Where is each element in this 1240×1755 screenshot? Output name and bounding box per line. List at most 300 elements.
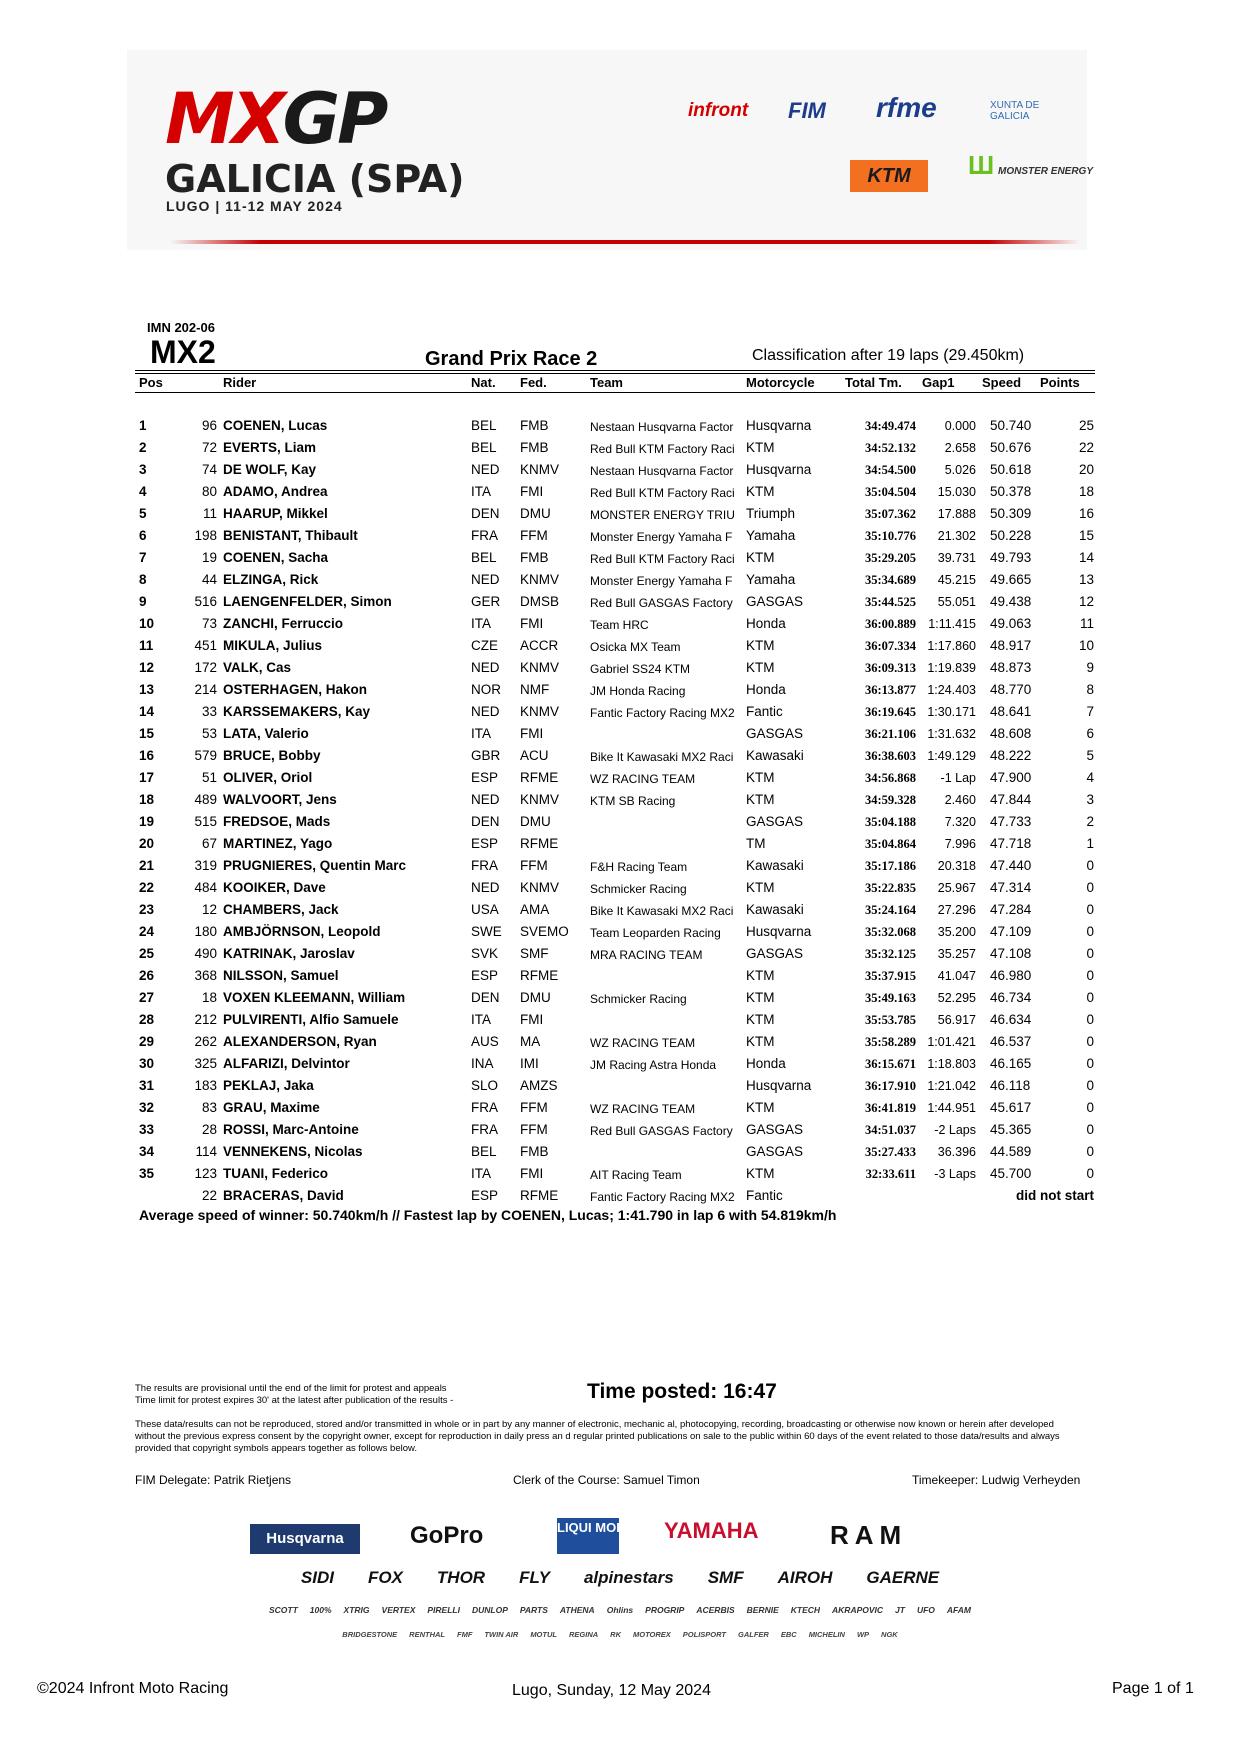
row-speed: 46.537	[990, 1034, 1032, 1049]
row-number: 368	[194, 968, 217, 983]
row-team: Fantic Factory Racing MX2	[590, 706, 735, 720]
row-gap: 55.051	[937, 595, 976, 609]
row-total-time: 36:21.106	[864, 727, 916, 741]
sponsor-logo: DUNLOP	[471, 1605, 508, 1615]
row-motorcycle: TM	[746, 836, 766, 851]
row-total-time: 35:49.163	[864, 991, 916, 1005]
table-row	[0, 660, 1240, 682]
row-number: 319	[194, 858, 217, 873]
table-row	[0, 418, 1240, 440]
row-gap: 25.967	[937, 881, 976, 895]
row-fed: KNMV	[520, 660, 560, 675]
row-points: 0	[1086, 1122, 1094, 1137]
sponsor-logo: KTECH	[790, 1605, 821, 1615]
row-pos: 29	[139, 1034, 155, 1049]
row-motorcycle: KTM	[746, 638, 775, 653]
row-nat: NOR	[471, 682, 501, 697]
provisional-line-1: The results are provisional until the end of the limit for protest and appeals	[135, 1383, 447, 1394]
col-rider: Rider	[223, 375, 257, 390]
row-total-time: 35:58.289	[864, 1035, 916, 1049]
row-pos: 18	[139, 792, 155, 807]
row-speed: 46.634	[990, 1012, 1032, 1027]
row-fed: FMI	[520, 1012, 544, 1027]
row-team: Team Leoparden Racing	[590, 926, 721, 940]
row-speed: 47.440	[990, 858, 1032, 873]
row-motorcycle: KTM	[746, 440, 775, 455]
table-row	[0, 880, 1240, 902]
row-nat: DEN	[471, 990, 500, 1005]
row-points: 0	[1086, 968, 1094, 983]
row-nat: ITA	[471, 1012, 491, 1027]
row-fed: SVEMO	[520, 924, 569, 939]
row-number: 22	[201, 1188, 217, 1203]
row-fed: FFM	[520, 1122, 548, 1137]
row-points: 13	[1078, 572, 1094, 587]
row-gap: 27.296	[937, 903, 976, 917]
row-pos: 8	[139, 572, 147, 587]
row-pos: 1	[139, 418, 147, 433]
row-speed: 50.228	[990, 528, 1032, 543]
sponsor-logo: ACERBIS	[696, 1605, 735, 1615]
row-motorcycle: KTM	[746, 968, 775, 983]
provisional-line-2: Time limit for protest expires 30' at the latest after publication of the results -	[135, 1395, 454, 1406]
row-motorcycle: KTM	[746, 484, 775, 499]
row-gap: 2.658	[944, 441, 976, 455]
row-points: 0	[1086, 880, 1094, 895]
row-pos: 4	[139, 484, 147, 499]
row-motorcycle: Husqvarna	[746, 1078, 812, 1093]
sponsor-row-4	[0, 1630, 1240, 1646]
row-gap: 56.917	[937, 1013, 976, 1027]
row-speed: 47.284	[990, 902, 1032, 917]
sponsor-logo: Ohlins	[606, 1605, 634, 1615]
row-number: 72	[201, 440, 217, 455]
row-fed: ACU	[520, 748, 549, 763]
sponsor-logo: AIROH	[777, 1568, 833, 1587]
row-points: 4	[1086, 770, 1094, 785]
row-motorcycle: GASGAS	[746, 946, 804, 961]
sponsor-logo: FMF	[457, 1630, 473, 1639]
row-team: Osicka MX Team	[590, 640, 681, 654]
sponsor-logo: BRIDGESTONE	[342, 1630, 398, 1639]
row-gap: 35.200	[937, 925, 976, 939]
row-rider: VALK, Cas	[223, 660, 292, 675]
row-motorcycle: Kawasaki	[746, 748, 804, 763]
row-team: Red Bull GASGAS Factory	[590, 1124, 733, 1138]
row-total-time: 35:17.186	[864, 859, 916, 873]
row-rider: PULVIRENTI, Alfio Samuele	[223, 1012, 399, 1027]
row-nat: NED	[471, 792, 500, 807]
row-fed: RFME	[520, 1188, 559, 1203]
row-number: 515	[194, 814, 217, 829]
row-points: 0	[1086, 1034, 1094, 1049]
row-points: 8	[1086, 682, 1094, 697]
row-pos: 20	[139, 836, 155, 851]
provisional-note	[135, 1383, 555, 1407]
row-rider: BENISTANT, Thibault	[223, 528, 358, 543]
row-number: 183	[194, 1078, 217, 1093]
row-team: Monster Energy Yamaha F	[590, 530, 733, 544]
sponsor-logo: SCOTT	[268, 1605, 298, 1615]
sponsor-logo: alpinestars	[583, 1568, 674, 1587]
row-number: 489	[194, 792, 217, 807]
row-nat: DEN	[471, 506, 500, 521]
col-team: Team	[590, 375, 623, 390]
table-row	[0, 924, 1240, 946]
row-rider: ELZINGA, Rick	[223, 572, 319, 587]
row-team: Red Bull KTM Factory Raci	[590, 486, 735, 500]
row-number: 28	[201, 1122, 217, 1137]
sponsor-logo: JT	[895, 1605, 905, 1615]
event-subtitle: LUGO | 11-12 MAY 2024	[166, 198, 343, 214]
row-team: F&H Racing Team	[590, 860, 688, 874]
sponsor-husqvarna: Husqvarna	[250, 1524, 360, 1554]
row-rider: TUANI, Federico	[223, 1166, 329, 1181]
row-total-time: 35:27.433	[864, 1145, 916, 1159]
row-nat: ESP	[471, 1188, 499, 1203]
sponsor-ram: RAM	[830, 1520, 908, 1550]
sponsor-logo: PIRELLI	[427, 1605, 460, 1615]
row-motorcycle: Husqvarna	[746, 462, 812, 477]
row-gap: -2 Laps	[934, 1123, 976, 1137]
row-pos: 6	[139, 528, 147, 543]
race-title: Grand Prix Race 2	[425, 348, 598, 370]
row-nat: INA	[471, 1056, 494, 1071]
row-number: 83	[201, 1100, 217, 1115]
row-rider: PEKLAJ, Jaka	[223, 1078, 314, 1093]
row-fed: DMU	[520, 814, 551, 829]
row-fed: FFM	[520, 1100, 548, 1115]
class-title: MX2	[150, 334, 216, 370]
row-speed: 45.617	[990, 1100, 1032, 1115]
row-number: 325	[194, 1056, 217, 1071]
row-gap: 39.731	[937, 551, 976, 565]
row-nat: ESP	[471, 836, 499, 851]
row-team: Red Bull KTM Factory Raci	[590, 442, 735, 456]
sponsor-row-2	[0, 1568, 1240, 1596]
row-speed: 49.665	[990, 572, 1032, 587]
row-team: Gabriel SS24 KTM	[590, 662, 691, 676]
col-gap: Gap1	[922, 375, 955, 390]
row-gap: 1:31.632	[927, 727, 976, 741]
row-points: 0	[1086, 946, 1094, 961]
row-total-time: 35:37.915	[864, 969, 916, 983]
row-fed: KNMV	[520, 880, 560, 895]
sponsor-yamaha: YAMAHA	[664, 1518, 759, 1543]
row-points: 0	[1086, 1012, 1094, 1027]
row-points: 20	[1078, 462, 1094, 477]
row-rider: KATRINAK, Jaroslav	[223, 946, 355, 961]
row-speed: 48.641	[990, 704, 1032, 719]
row-nat: SVK	[471, 946, 499, 961]
sponsor-logo: MOTUL	[530, 1630, 557, 1639]
row-number: 80	[201, 484, 217, 499]
row-points: 0	[1086, 1166, 1094, 1181]
row-nat: BEL	[471, 1144, 497, 1159]
table-row	[0, 440, 1240, 462]
row-team: JM Honda Racing	[590, 684, 686, 698]
row-pos: 25	[139, 946, 155, 961]
row-nat: GER	[471, 594, 501, 609]
row-speed: 48.873	[990, 660, 1032, 675]
table-row	[0, 726, 1240, 748]
header-rule-bottom	[135, 392, 1095, 393]
table-row	[0, 1100, 1240, 1122]
row-nat: FRA	[471, 1100, 498, 1115]
row-gap: 45.215	[937, 573, 976, 587]
row-points: 0	[1086, 924, 1094, 939]
row-speed: 46.165	[990, 1056, 1032, 1071]
row-gap: 41.047	[937, 969, 976, 983]
sponsor-logo: ATHENA	[559, 1605, 595, 1615]
row-rider: BRACERAS, David	[223, 1188, 344, 1203]
row-nat: NED	[471, 660, 500, 675]
table-row	[0, 792, 1240, 814]
banner-divider	[170, 240, 1080, 244]
row-number: 96	[201, 418, 217, 433]
row-fed: IMI	[520, 1056, 539, 1071]
col-fed: Fed.	[520, 375, 547, 390]
row-pos: 28	[139, 1012, 155, 1027]
row-number: 123	[194, 1166, 217, 1181]
row-pos: 31	[139, 1078, 155, 1093]
row-rider: GRAU, Maxime	[223, 1100, 320, 1115]
sponsor-logo: MICHELIN	[808, 1630, 845, 1639]
monster-claw-icon: Ш	[968, 150, 995, 180]
row-nat: CZE	[471, 638, 498, 653]
row-fed: FMI	[520, 726, 544, 741]
row-pos: 7	[139, 550, 147, 565]
sponsor-logo: RENTHAL	[409, 1630, 445, 1639]
row-rider: BRUCE, Bobby	[223, 748, 321, 763]
row-rider: KARSSEMAKERS, Kay	[223, 704, 371, 719]
sponsor-logo: FLY	[519, 1568, 550, 1587]
row-total-time: 32:33.611	[865, 1167, 916, 1181]
row-motorcycle: Yamaha	[746, 528, 796, 543]
row-team: WZ RACING TEAM	[590, 1102, 696, 1116]
row-total-time: 36:00.889	[864, 617, 916, 631]
table-row	[0, 1122, 1240, 1144]
col-total-time: Total Tm.	[845, 375, 902, 390]
row-gap: 36.396	[937, 1145, 976, 1159]
table-row	[0, 704, 1240, 726]
row-team: WZ RACING TEAM	[590, 772, 696, 786]
fim-delegate: FIM Delegate: Patrik Rietjens	[135, 1473, 292, 1487]
table-row	[0, 968, 1240, 990]
row-speed: 49.438	[990, 594, 1032, 609]
row-speed: 47.900	[990, 770, 1032, 785]
row-points: 0	[1086, 1078, 1094, 1093]
row-motorcycle: KTM	[746, 880, 775, 895]
row-nat: FRA	[471, 1122, 498, 1137]
row-gap: 1:44.951	[927, 1101, 976, 1115]
row-gap: 15.030	[937, 485, 976, 499]
row-total-time: 36:17.910	[864, 1079, 916, 1093]
sponsor-logo: EBC	[780, 1630, 797, 1639]
row-pos: 32	[139, 1100, 155, 1115]
row-fed: FMI	[520, 484, 544, 499]
time-posted: Time posted: 16:47	[587, 1380, 777, 1403]
row-fed: FMB	[520, 440, 549, 455]
row-nat: ITA	[471, 616, 491, 631]
row-total-time: 35:53.785	[864, 1013, 916, 1027]
sponsor-row-3	[0, 1605, 1240, 1623]
sponsor-logo: VERTEX	[381, 1605, 416, 1615]
row-pos: 5	[139, 506, 147, 521]
row-team: Red Bull KTM Factory Raci	[590, 552, 735, 566]
row-number: 44	[201, 572, 217, 587]
row-motorcycle: Husqvarna	[746, 418, 812, 433]
row-fed: KNMV	[520, 792, 560, 807]
row-speed: 49.063	[990, 616, 1032, 631]
row-rider: AMBJÖRNSON, Leopold	[223, 924, 381, 939]
row-speed: 45.365	[990, 1122, 1032, 1137]
row-speed: 46.734	[990, 990, 1032, 1005]
sponsor-logo: AFAM	[946, 1605, 972, 1615]
row-gap: 1:19.839	[927, 661, 976, 675]
row-pos: 21	[139, 858, 155, 873]
row-motorcycle: KTM	[746, 770, 775, 785]
row-motorcycle: Honda	[746, 682, 786, 697]
row-total-time: 35:34.689	[864, 573, 916, 587]
row-rider: EVERTS, Liam	[223, 440, 317, 455]
row-fed: SMF	[520, 946, 549, 961]
row-points: 7	[1086, 704, 1094, 719]
row-speed: 50.378	[990, 484, 1032, 499]
row-total-time: 36:38.603	[864, 749, 916, 763]
table-row	[0, 748, 1240, 770]
sponsor-logo: REGINA	[568, 1630, 599, 1639]
row-number: 516	[194, 594, 217, 609]
row-speed: 47.314	[990, 880, 1032, 895]
row-gap: -3 Laps	[934, 1167, 976, 1181]
row-number: 67	[201, 836, 217, 851]
row-speed: 48.608	[990, 726, 1032, 741]
row-nat: NED	[471, 704, 500, 719]
row-motorcycle: Husqvarna	[746, 924, 812, 939]
row-fed: FMI	[520, 1166, 544, 1181]
row-pos: 3	[139, 462, 147, 477]
row-nat: GBR	[471, 748, 501, 763]
table-row	[0, 836, 1240, 858]
row-speed: 47.733	[990, 814, 1032, 829]
row-points: 25	[1078, 418, 1094, 433]
row-gap: 1:24.403	[927, 683, 976, 697]
row-gap: 20.318	[937, 859, 976, 873]
table-row	[0, 814, 1240, 836]
row-nat: FRA	[471, 858, 498, 873]
row-points: 22	[1078, 440, 1094, 455]
row-total-time: 34:56.868	[864, 771, 916, 785]
copyright-notice: These data/results can not be reproduced, stored and/or transmitted in whole or in part by any manner of electronic, mechanic al, photocopying, recording, broadcasting or otherwise now known or herein after developed without the previous express consent by the copyright owner, except for reproduction in daily press an d regular printed publications on sale to the public within 60 days of the event related to those data/results and always provided that copyright symbols appears together as follows below.	[135, 1419, 1060, 1454]
row-nat: DEN	[471, 814, 500, 829]
sponsor-logo: 100%	[309, 1605, 332, 1615]
row-points: 0	[1086, 1144, 1094, 1159]
sponsor-logo: PARTS	[519, 1605, 548, 1615]
row-gap: 1:30.171	[927, 705, 976, 719]
row-motorcycle: KTM	[746, 1100, 775, 1115]
row-team: MONSTER ENERGY TRIU	[590, 508, 735, 522]
row-nat: SWE	[471, 924, 502, 939]
row-nat: AUS	[471, 1034, 499, 1049]
row-gap: 35.257	[937, 947, 976, 961]
row-number: 51	[201, 770, 217, 785]
table-row	[0, 484, 1240, 506]
table-row	[0, 572, 1240, 594]
row-points: 0	[1086, 990, 1094, 1005]
row-team: Monster Energy Yamaha F	[590, 574, 733, 588]
row-pos: 33	[139, 1122, 155, 1137]
row-number: 11	[202, 506, 217, 521]
row-speed: 45.700	[990, 1166, 1032, 1181]
row-number: 490	[194, 946, 217, 961]
row-speed: 47.108	[990, 946, 1032, 961]
row-speed: 50.740	[990, 418, 1032, 433]
table-row	[0, 946, 1240, 968]
row-team: Team HRC	[590, 618, 649, 632]
row-pos: 23	[139, 902, 155, 917]
row-total-time: 34:59.328	[864, 793, 916, 807]
table-row	[0, 1144, 1240, 1166]
row-nat: ITA	[471, 484, 491, 499]
clerk-of-course: Clerk of the Course: Samuel Timon	[513, 1473, 700, 1487]
row-fed: DMU	[520, 990, 551, 1005]
col-pos: Pos	[139, 375, 163, 390]
fim-logo: FIM	[788, 98, 826, 123]
sponsor-logo: SIDI	[300, 1568, 334, 1587]
row-pos: 26	[139, 968, 155, 983]
rfme-logo: rfme	[876, 92, 937, 123]
row-nat: NED	[471, 462, 500, 477]
row-rider: OLIVER, Oriol	[223, 770, 313, 785]
row-motorcycle: GASGAS	[746, 726, 804, 741]
row-fed: FMI	[520, 616, 544, 631]
row-total-time: 35:04.864	[864, 837, 916, 851]
row-team: WZ RACING TEAM	[590, 1036, 696, 1050]
sponsor-logo: FOX	[367, 1568, 403, 1587]
table-row	[0, 594, 1240, 616]
row-motorcycle: Fantic	[746, 704, 783, 719]
row-speed: 48.222	[990, 748, 1032, 763]
row-motorcycle: Kawasaki	[746, 858, 804, 873]
row-fed: NMF	[520, 682, 550, 697]
row-total-time: 36:09.313	[864, 661, 916, 675]
row-speed: 49.793	[990, 550, 1032, 565]
sponsor-liqui-moly: LIQUI MOLY	[557, 1518, 619, 1554]
row-gap: 0.000	[944, 419, 976, 433]
row-nat: ESP	[471, 968, 499, 983]
row-points: 12	[1078, 594, 1094, 609]
row-points: 2	[1086, 814, 1094, 829]
row-nat: BEL	[471, 440, 497, 455]
row-fed: RFME	[520, 836, 559, 851]
row-fed: FFM	[520, 528, 548, 543]
row-rider: LAENGENFELDER, Simon	[223, 594, 392, 609]
row-points: 0	[1086, 858, 1094, 873]
row-total-time: 35:24.164	[864, 903, 916, 917]
row-points: 6	[1086, 726, 1094, 741]
row-total-time: 35:22.835	[864, 881, 916, 895]
sponsor-logo: UFO	[916, 1605, 935, 1615]
row-team: Bike It Kawasaki MX2 Raci	[590, 904, 734, 918]
row-points: 18	[1078, 484, 1094, 499]
row-points: 0	[1086, 902, 1094, 917]
table-row	[0, 1034, 1240, 1056]
row-fed: ACCR	[520, 638, 559, 653]
row-fed: DMU	[520, 506, 551, 521]
row-fed: MA	[520, 1034, 541, 1049]
row-team: Red Bull GASGAS Factory	[590, 596, 733, 610]
